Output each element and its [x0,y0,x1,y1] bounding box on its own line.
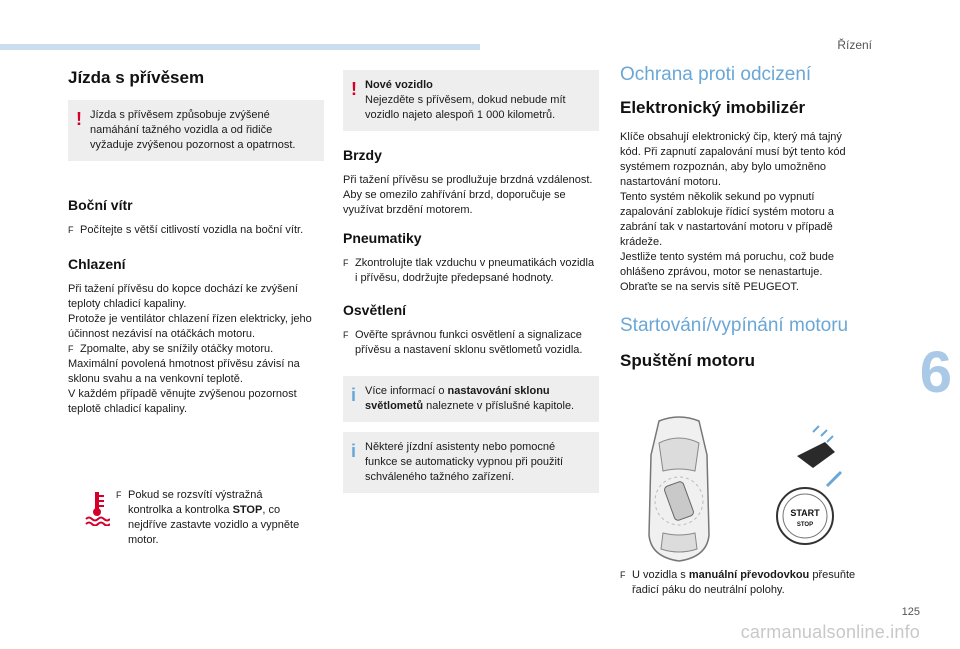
immobiliser-title: Elektronický imobilizér [620,97,806,117]
cooling-title: Chlazení [68,256,126,272]
towing-title: Jízda s přívěsem [68,68,205,87]
cooling-p4: V každém případě věnujte zvýšenou pozornost teplotě chladicí kapaliny. [68,388,297,415]
engine-start-title: Spuštění motoru [620,350,756,370]
info-icon: i [351,385,357,405]
brakes-title: Brzdy [343,147,382,163]
new-vehicle-title: Nové vozidlo [365,79,433,91]
immobiliser-p2: Tento systém několik sekund po vypnutí zapalování zablokuje řídicí systém motoru a zabrání tak v nastartování motoru v případě krádeže. [620,190,834,248]
towing-warning-box [68,100,324,161]
crosswind-bullet: F Počítejte s větší citlivostí vozidla na boční vítr. [68,224,304,236]
cooling-p3: Maximální povolená hmotnost přívěsu závisí na sklonu svahu a na venkovní teplotě. [68,358,300,385]
column-brakes [343,70,599,493]
theft-protection-title: Ochrana proti odcizení [620,64,812,85]
top-accent-bar [0,44,480,50]
bullet-icon: F [620,570,626,580]
bullet-icon: F [68,344,74,354]
chapter-number: 6 [919,340,952,405]
tyres-bullet: F Zkontrolujte tlak vzduchu v pneumatikách vozidla i přívěsu, dodržujte předepsané hodnoty. [343,257,595,284]
column-antitheft [620,64,856,383]
immobiliser-p1: Klíče obsahují elektronický čip, který má tajný kód. Při zapnutí zapalování musí být tento kód systémem rozpoznán, aby bylo umožněno nastartování motoru. [620,130,846,188]
coolant-warning-text: F Pokud se rozsvítí výstražná kontrolka a kontrolka STOP, co nejdříve zastavte vozidlo a vypněte motor. [116,489,300,546]
new-vehicle-warning-box [343,70,599,131]
cooling-bullet: F Zpomalte, aby se snížily otáčky motoru. [68,343,274,355]
tyres-title: Pneumatiky [343,230,422,246]
lighting-title: Osvětlení [343,302,407,318]
brakes-p2: Aby se omezilo zahřívání brzd, doporučuje se využívat brzdění motorem. [343,189,566,216]
bullet-icon: F [68,225,74,235]
bullet-icon: F [343,258,349,268]
coolant-temperature-icon [84,490,110,526]
crosswind-title: Boční vítr [68,197,133,213]
towing-warning-text: Jízda s přívěsem způsobuje zvýšené namáhání tažného vozidla a od řidiče vyžaduje zvýšenou pozornost a opatrnost. [90,109,296,151]
brakes-p1: Při tažení přívěsu se prodlužuje brzdná vzdálenost. [343,174,593,186]
manual-gearbox-bullet: F U vozidla s manuální převodovkou přesuňte řadicí páku do neutrální polohy. [620,569,856,596]
bullet-icon: F [343,330,349,340]
lighting-bullet: F Ověřte správnou funkci osvětlení a signalizace přívěsu a nastavení sklonu světlometů vozidla. [343,329,583,356]
assist-info-box: i Některé jízdní asistenty nebo pomocné funkce se automaticky vypnou při použití schváleného tažného zařízení. [343,432,599,493]
info-icon: i [351,441,357,461]
page-number: 125 [901,606,920,618]
headlamp-info-box: i Více informací o nastavování sklonu světlometů naleznete v příslušné kapitole. [343,376,599,422]
warning-icon: ! [76,109,82,129]
bullet-icon: F [116,490,122,500]
column-towing [68,64,324,417]
start-stop-illustration [765,424,845,554]
car-top-view-illustration [645,415,713,565]
cooling-p1: Při tažení přívěsu do kopce dochází ke zvýšení teploty chladicí kapaliny. [68,283,298,310]
stop-label: STOP [796,522,814,528]
running-header: Řízení [837,38,872,52]
cooling-p2: Protože je ventilátor chlazení řízen elektricky, jeho účinnost nezávisí na otáčkách motoru. [68,313,312,340]
immobiliser-p4: Obraťte se na servis sítě PEUGEOT. [620,280,799,293]
watermark: carmanualsonline.info [740,622,920,642]
immobiliser-p3: Jestliže tento systém má poruchu, což bude ohlášeno zprávou, motor se nenastartuje. [620,250,834,278]
new-vehicle-text: Nejezděte s přívěsem, dokud nebude mít vozidlo najeto alespoň 1 000 kilometrů. [365,94,566,121]
warning-icon: ! [351,79,357,99]
start-label: START [790,508,820,518]
start-stop-title: Startování/vypínání motoru [620,314,849,336]
